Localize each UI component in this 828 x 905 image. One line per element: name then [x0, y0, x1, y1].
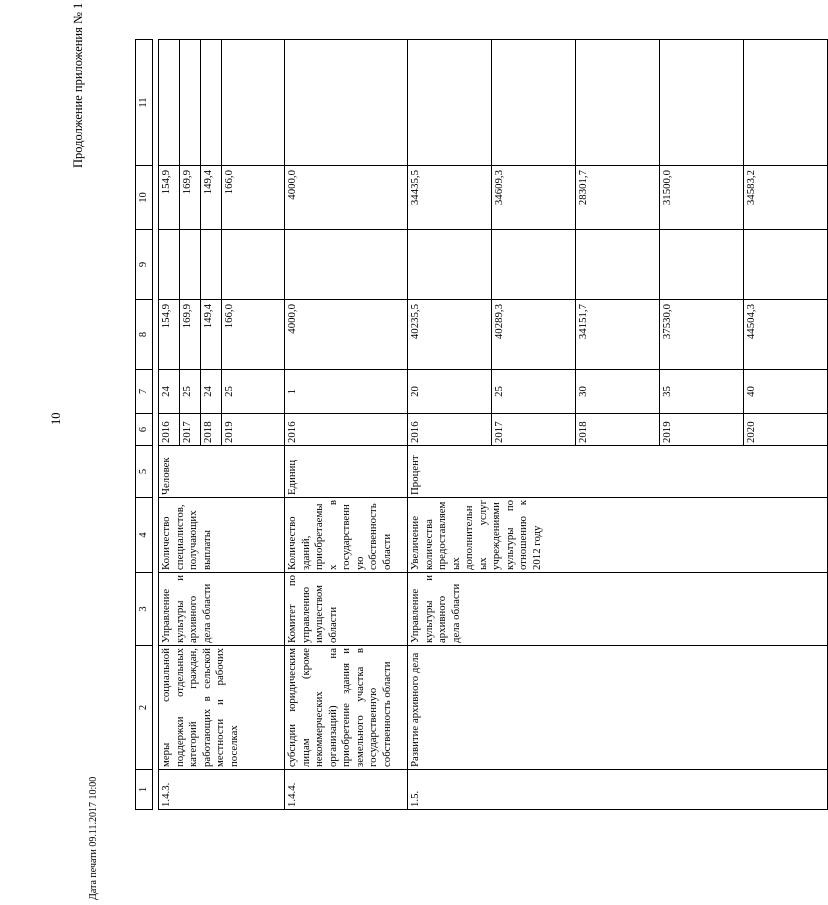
table-row — [159, 40, 180, 810]
total-amount: 40289,3 — [492, 300, 576, 370]
executor: Комитет по управлению имуществом области — [285, 573, 408, 646]
empty-cell — [492, 230, 576, 300]
column-number: 8 — [136, 300, 153, 370]
executor: Управление культуры и архивного дела области — [408, 573, 828, 646]
total-amount: 40235,5 — [408, 300, 492, 370]
year: 2016 — [159, 414, 180, 446]
empty-cell — [492, 40, 576, 166]
empty-cell — [180, 230, 201, 300]
unit: Человек — [159, 446, 285, 498]
empty-cell — [201, 230, 222, 300]
column-number: 2 — [136, 646, 153, 770]
empty-cell — [576, 230, 660, 300]
column-number: 3 — [136, 573, 153, 646]
total-amount: 169,9 — [180, 300, 201, 370]
indicator-value: 40 — [744, 370, 828, 414]
year: 2017 — [180, 414, 201, 446]
program-table — [135, 39, 828, 810]
regional-budget: 4000,0 — [285, 166, 408, 230]
regional-budget: 34609,3 — [492, 166, 576, 230]
empty-cell — [660, 40, 744, 166]
indicator-value: 25 — [492, 370, 576, 414]
indicator-value: 35 — [660, 370, 744, 414]
column-number: 6 — [136, 414, 153, 446]
total-amount: 4000,0 — [285, 300, 408, 370]
column-number: 5 — [136, 446, 153, 498]
print-date: Дата печати 09.11.2017 10:00 — [88, 776, 99, 900]
column-number: 10 — [136, 166, 153, 230]
column-number: 7 — [136, 370, 153, 414]
total-amount: 154,9 — [159, 300, 180, 370]
indicator-value: 24 — [201, 370, 222, 414]
indicator-value: 25 — [180, 370, 201, 414]
empty-cell — [222, 40, 285, 166]
indicator-value: 30 — [576, 370, 660, 414]
page-number: 10 — [49, 412, 63, 425]
empty-cell — [660, 230, 744, 300]
empty-cell — [576, 40, 660, 166]
row-number: 1.4.3. — [159, 770, 285, 810]
year: 2017 — [492, 414, 576, 446]
appendix-note: Продолжение приложения № 1 — [71, 2, 85, 168]
empty-cell — [159, 230, 180, 300]
empty-cell — [408, 40, 492, 166]
regional-budget: 166,0 — [222, 166, 285, 230]
empty-cell — [285, 230, 408, 300]
year: 2018 — [201, 414, 222, 446]
executor: Управление культуры и архивного дела области — [159, 573, 285, 646]
indicator: Увеличение количества предоставляемых дополнительных услуг учреждениями культуры по отношению к 2012 году — [408, 498, 828, 573]
regional-budget: 169,9 — [180, 166, 201, 230]
measure-name: меры социальной поддержки отдельных категорий граждан, работающих в сельской местности и рабочих поселках — [159, 646, 285, 770]
year: 2016 — [408, 414, 492, 446]
total-amount: 37530,0 — [660, 300, 744, 370]
indicator-value: 20 — [408, 370, 492, 414]
column-number-row — [136, 40, 153, 810]
column-number: 1 — [136, 770, 153, 810]
table-row — [285, 40, 408, 810]
empty-cell — [285, 40, 408, 166]
unit: Процент — [408, 446, 828, 498]
empty-cell — [744, 40, 828, 166]
rotated-table-page — [135, 40, 757, 810]
regional-budget: 154,9 — [159, 166, 180, 230]
regional-budget: 149,4 — [201, 166, 222, 230]
regional-budget: 34435,5 — [408, 166, 492, 230]
empty-cell — [180, 40, 201, 166]
year: 2016 — [285, 414, 408, 446]
regional-budget: 28301,7 — [576, 166, 660, 230]
column-number: 4 — [136, 498, 153, 573]
measure-name: субсидии юридическим лицам (кроме некоммерческих организаций) на приобретение здания и земельного участка в государственную собственность области — [285, 646, 408, 770]
year: 2019 — [222, 414, 285, 446]
indicator: Количество специалистов, получающих выплаты — [159, 498, 285, 573]
indicator-value: 1 — [285, 370, 408, 414]
indicator-value: 25 — [222, 370, 285, 414]
empty-cell — [222, 230, 285, 300]
empty-cell — [159, 40, 180, 166]
indicator: Количество зданий, приобретаемых в государственную собственность области — [285, 498, 408, 573]
column-number: 9 — [136, 230, 153, 300]
empty-cell — [744, 230, 828, 300]
empty-cell — [408, 230, 492, 300]
column-number: 11 — [136, 40, 153, 166]
regional-budget: 34583,2 — [744, 166, 828, 230]
total-amount: 149,4 — [201, 300, 222, 370]
regional-budget: 31500,0 — [660, 166, 744, 230]
indicator-value: 24 — [159, 370, 180, 414]
year: 2020 — [744, 414, 828, 446]
total-amount: 166,0 — [222, 300, 285, 370]
row-number: 1.5. — [408, 770, 828, 810]
row-number: 1.4.4. — [285, 770, 408, 810]
total-amount: 44504,3 — [744, 300, 828, 370]
empty-cell — [201, 40, 222, 166]
measure-name: Развитие архивного дела — [408, 646, 828, 770]
year: 2018 — [576, 414, 660, 446]
total-amount: 34151,7 — [576, 300, 660, 370]
year: 2019 — [660, 414, 744, 446]
table-row — [408, 40, 492, 810]
unit: Единиц — [285, 446, 408, 498]
